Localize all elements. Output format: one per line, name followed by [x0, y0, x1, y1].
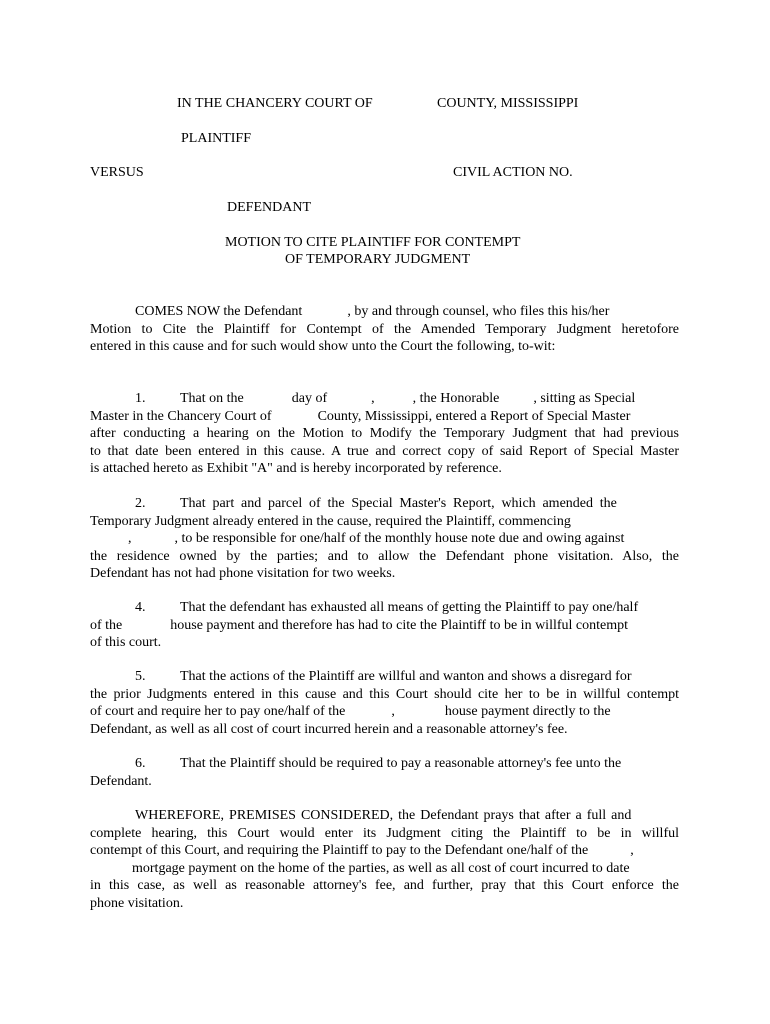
motion-title-line1: MOTION TO CITE PLAINTIFF FOR CONTEMPT — [225, 235, 521, 250]
p5-line1: That the actions of the Plaintiff are willful and wanton and shows a disregard for — [180, 669, 632, 684]
court-county-right: COUNTY, MISSISSIPPI — [437, 96, 579, 111]
versus-label: VERSUS — [90, 165, 144, 180]
p2-line2: Temporary Judgment already entered in the cause, required the Plaintiff, commencing — [90, 513, 571, 529]
p1-text-a: That on the — [180, 391, 244, 406]
p5-line2: the prior Judgments entered in this cause and this Court should cite her to be in willful contempt — [90, 686, 679, 702]
p6-line2: Defendant. — [90, 773, 152, 789]
p2-line5: Defendant has not had phone visitation for two weeks. — [90, 566, 396, 581]
p1-text-c: , — [371, 391, 375, 406]
intro-line2: Motion to Cite the Plaintiff for Contempt of the Amended Temporary Judgment heretofore — [90, 321, 679, 337]
p1-line2b: County, Mississippi, entered a Report of Special Master — [317, 408, 631, 424]
p5-line3a: of court and require her to pay one/half of the — [90, 704, 346, 719]
wherefore-line3a: contempt of this Court, and requiring the Plaintiff to pay to the Defendant one/half of the — [90, 843, 589, 858]
motion-title-line2: OF TEMPORARY JUDGMENT — [285, 252, 471, 267]
wherefore-line2: complete hearing, this Court would enter its Judgment citing the Plaintiff to be in willful — [90, 825, 679, 841]
p2-line1: That part and parcel of the Special Master's Report, which amended the — [180, 496, 617, 511]
wherefore-line3b: , — [630, 843, 634, 858]
paragraph-2-number: 2. — [135, 496, 146, 511]
wherefore-line4: mortgage payment on the home of the parties, as well as all cost of court incurred to date — [132, 860, 630, 876]
p5-line3b: , — [391, 704, 395, 719]
p5-line4: Defendant, as well as all cost of court incurred herein and a reasonable attorney's fee. — [90, 721, 568, 737]
p1-text-b: day of — [291, 391, 328, 406]
p6-line1: That the Plaintiff should be required to pay a reasonable attorney's fee unto the — [180, 756, 622, 771]
paragraph-4-number: 4. — [135, 600, 146, 615]
paragraph-2 — [90, 495, 679, 583]
paragraph-1-number: 1. — [135, 391, 146, 406]
plaintiff-label: PLAINTIFF — [181, 131, 252, 146]
p2-line3a: , — [128, 531, 132, 546]
p4-line1: That the defendant has exhausted all means of getting the Plaintiff to pay one/half — [180, 600, 639, 615]
p1-text-d: , the Honorable — [412, 391, 500, 406]
wherefore-line6: phone visitation. — [90, 895, 184, 911]
p4-line2b: house payment and therefore has had to cite the Plaintiff to be in willful contempt — [170, 617, 628, 633]
intro-line1b: , by and through counsel, who files this his/her — [347, 304, 610, 319]
wherefore-line5: in this case, as well as reasonable attorney's fee, and further, pray that this Court enforce the — [90, 878, 679, 893]
wherefore-line1: WHEREFORE, PREMISES CONSIDERED, the Defendant prays that after a full and — [135, 808, 632, 823]
p4-line2a: of the — [90, 617, 123, 633]
court-name-left: IN THE CHANCERY COURT OF — [177, 96, 373, 111]
p1-line5: is attached hereto as Exhibit "A" and is hereby incorporated by reference. — [90, 461, 502, 476]
paragraph-5-number: 5. — [135, 669, 146, 684]
defendant-label: DEFENDANT — [227, 200, 311, 215]
p5-line3c: house payment directly to the — [444, 704, 611, 719]
paragraph-4 — [90, 599, 679, 652]
civil-action-label: CIVIL ACTION NO. — [453, 165, 573, 180]
p1-line2a: Master in the Chancery Court of — [90, 408, 272, 424]
intro-line1a: COMES NOW the Defendant — [135, 304, 303, 319]
p1-line4: to that date been entered in this cause. A true and correct copy of said Report of Special Master — [90, 443, 679, 459]
p1-text-e: , sitting as Special — [533, 391, 636, 406]
paragraph-6-number: 6. — [135, 756, 146, 771]
intro-line3: entered in this cause and for such would show unto the Court the following, to-wit: — [90, 339, 556, 354]
intro-paragraph — [90, 303, 679, 356]
p1-line3: after conducting a hearing on the Motion to Modify the Temporary Judgment that had previous — [90, 426, 679, 441]
paragraph-1 — [90, 390, 679, 478]
p2-line4: the residence owned by the parties; and to allow the Defendant phone visitation. Also, the — [90, 548, 679, 564]
p2-line3b: , to be responsible for one/half of the monthly house note due and owing against — [174, 531, 625, 546]
p4-line3: of this court. — [90, 635, 162, 650]
paragraph-6 — [90, 755, 679, 790]
paragraph-5 — [90, 668, 679, 738]
wherefore-paragraph — [90, 807, 679, 912]
